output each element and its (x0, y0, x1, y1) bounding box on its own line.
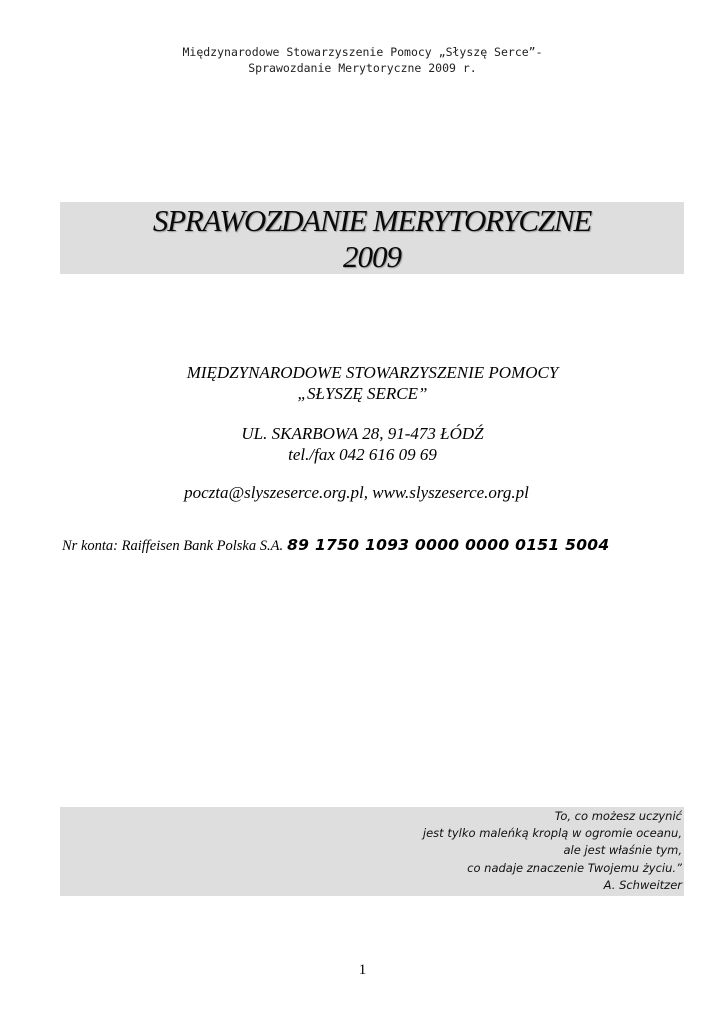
bank-account-number: 89 1750 1093 0000 0000 0151 5004 (287, 536, 610, 554)
running-header-line2: Sprawozdanie Merytoryczne 2009 r. (248, 61, 477, 75)
organization-name (0, 362, 725, 404)
quote-band (60, 807, 684, 896)
email-and-website: poczta@slyszeserce.org.pl, www.slyszeserce.org.pl (184, 483, 529, 502)
title-band (60, 202, 684, 274)
running-header-line1: Międzynarodowe Stowarzyszenie Pomocy „Słyszę Serce”- (182, 45, 543, 59)
page-number: 1 (358, 962, 367, 978)
organization-name-line2: „SŁYSZĘ SERCE” (297, 384, 428, 403)
quote-line: co nadaje znaczenie Twojemu życiu.” (467, 860, 682, 875)
document-title: SPRAWOZDANIE MERYTORYCZNE (152, 203, 592, 238)
running-header (0, 44, 725, 76)
bank-account (62, 536, 712, 555)
document-year: 2009 (343, 239, 401, 274)
quote-line: To, co możesz uczynić (554, 809, 682, 823)
phone-fax: tel./fax 042 616 09 69 (288, 445, 437, 464)
contact-line (0, 482, 725, 504)
quote-line: jest tylko maleńką kroplą w ogromie oceanu, (422, 826, 682, 841)
street-address: UL. SKARBOWA 28, 91-473 ŁÓDŹ (241, 424, 484, 443)
quote (423, 808, 682, 894)
quote-author: A. Schweitzer (603, 877, 682, 892)
quote-line: ale jest właśnie tym, (563, 843, 682, 858)
bank-account-label: Nr konta: Raiffeisen Bank Polska S.A. (62, 538, 284, 554)
address-block (0, 423, 725, 465)
organization-name-line1: MIĘDZYNARODOWE STOWARZYSZENIE POMOCY (186, 363, 559, 382)
